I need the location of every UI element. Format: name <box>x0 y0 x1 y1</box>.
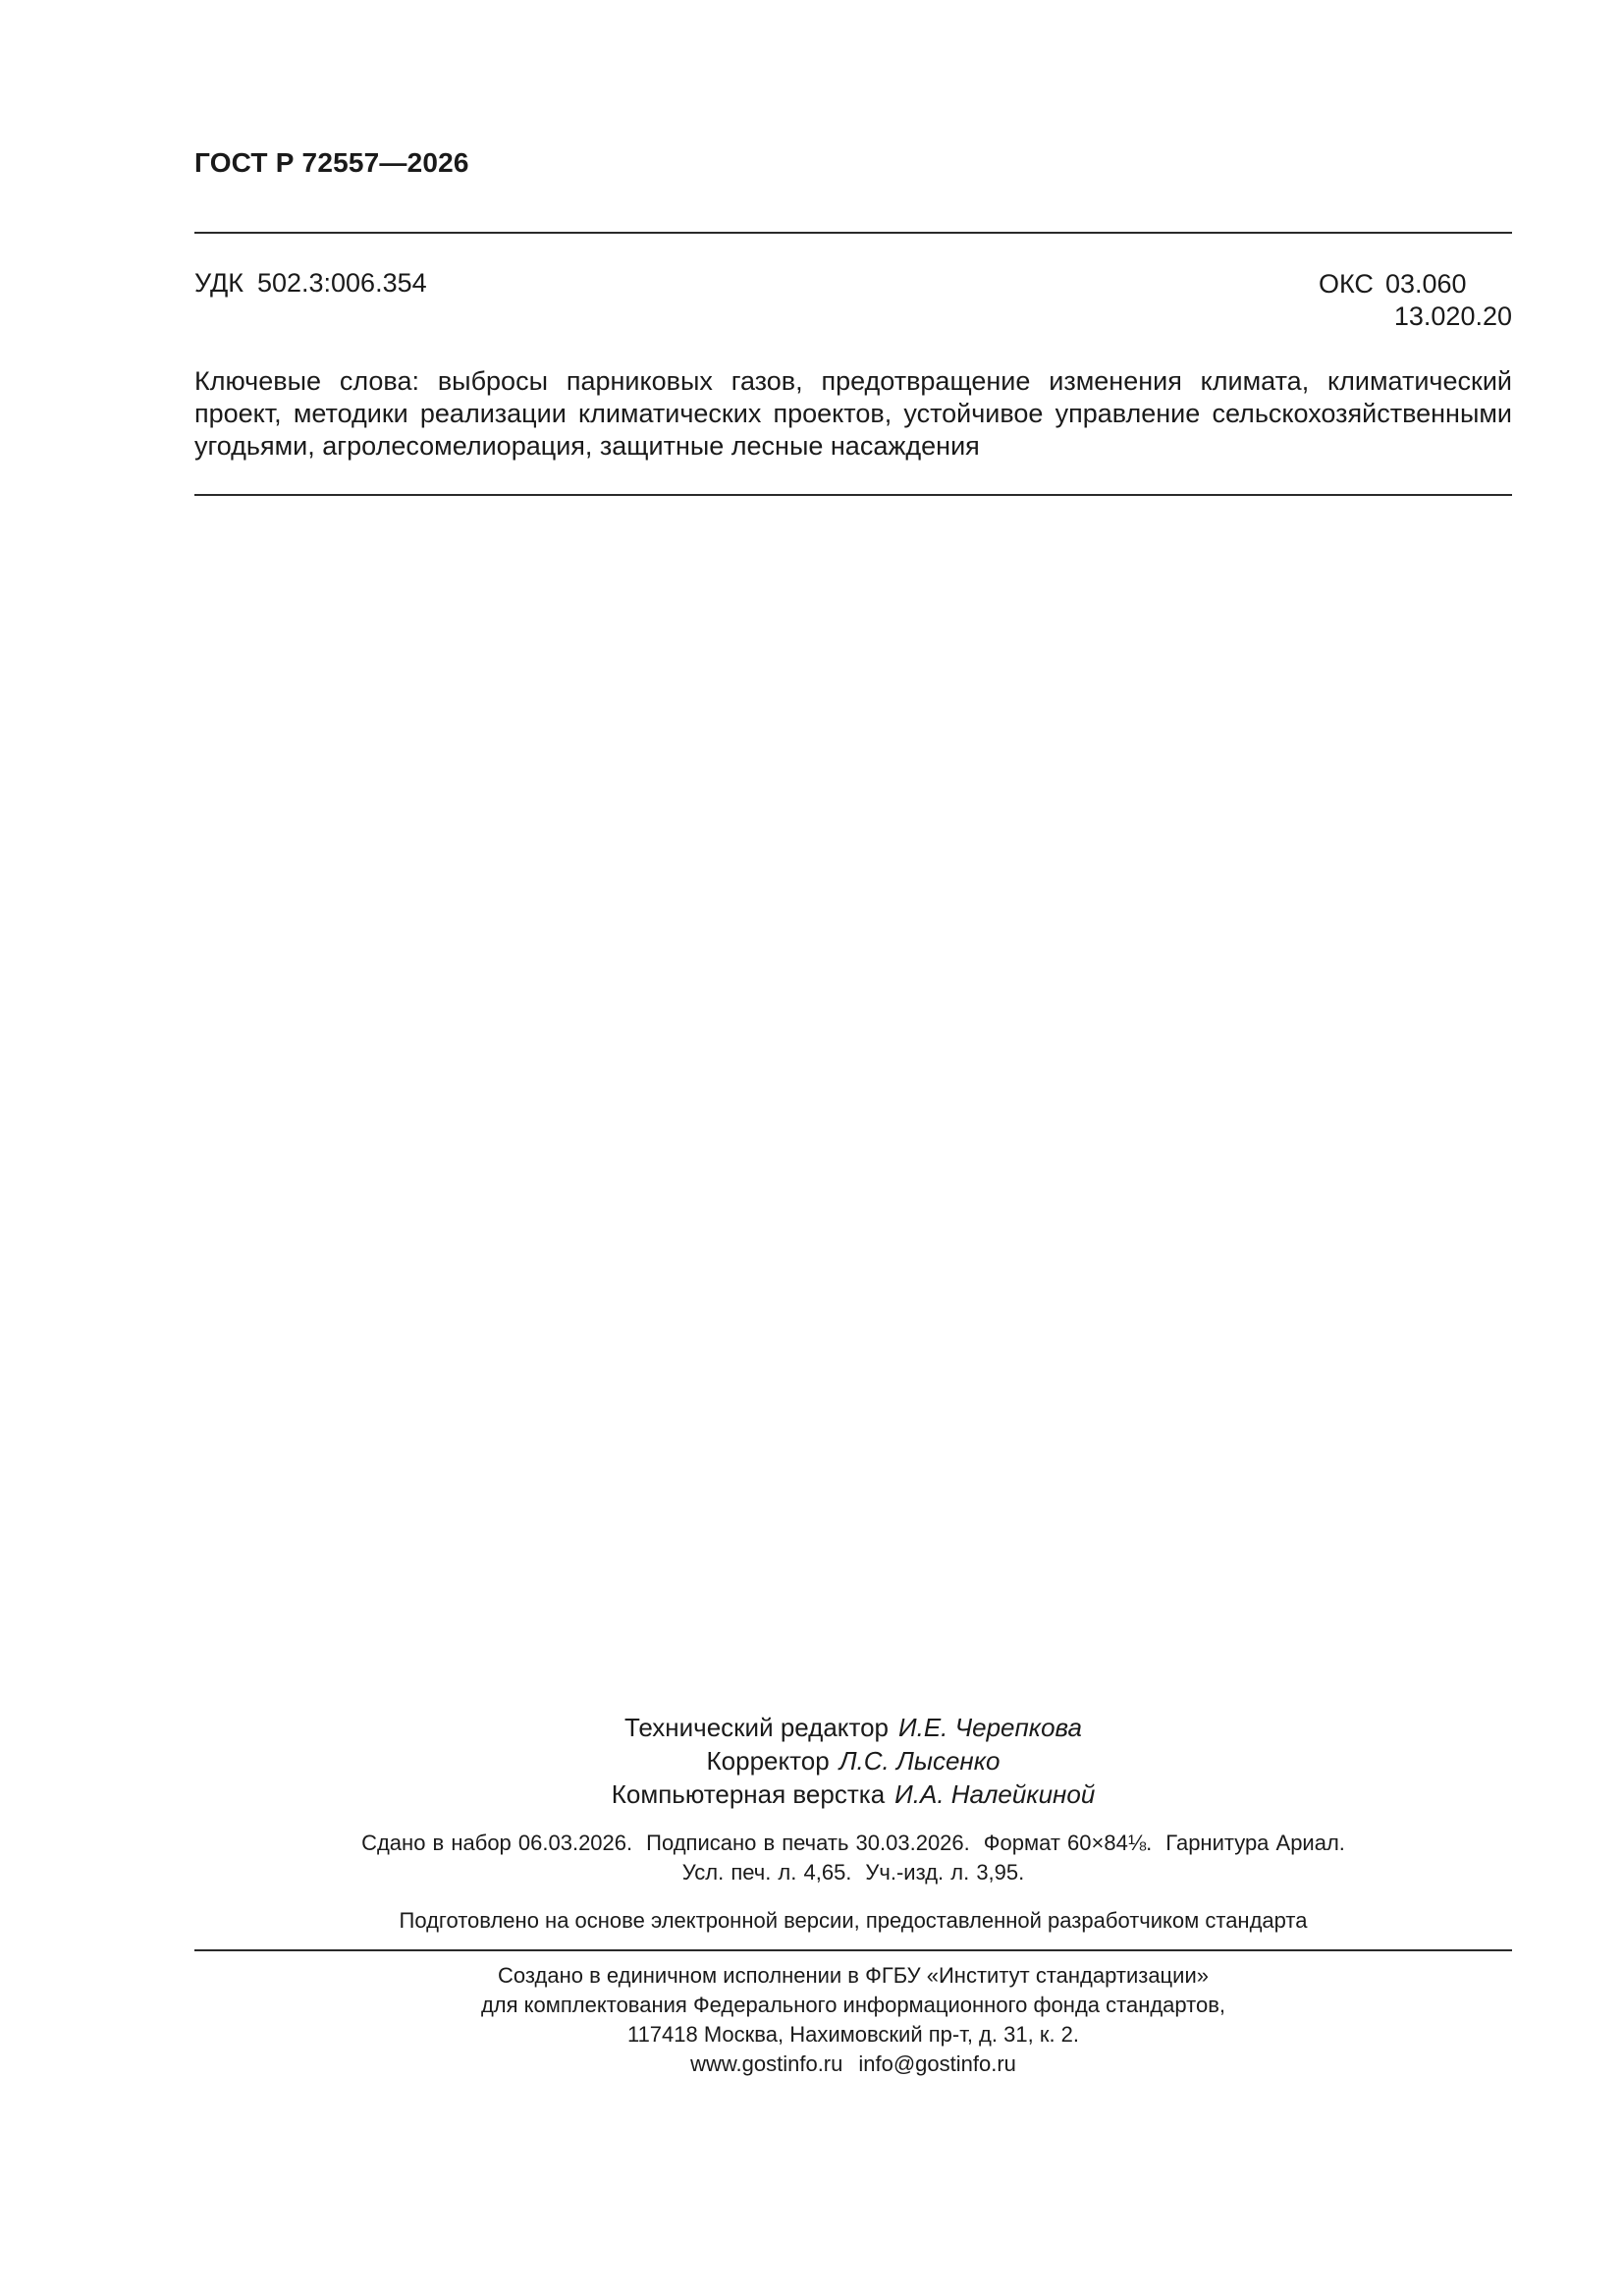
footer-divider <box>194 1949 1512 1951</box>
layout-row <box>194 1777 1512 1811</box>
tech-editor-label: Технический редактор <box>623 1713 889 1742</box>
footer-line-2: для комплектования Федерального информационного фонда стандартов, <box>480 1993 1226 2017</box>
print-info-row-2 <box>194 1858 1512 1887</box>
oks-value-1: 03.060 <box>1384 269 1467 299</box>
prepared-note: Подготовлено на основе электронной версии, предоставленной разработчиком стандарта <box>399 1908 1308 1933</box>
keywords-paragraph: Ключевые слова: выбросы парниковых газов, предотвращение изменения климата, климатический проект, методики реализации климатических проектов, устойчивое управление сельскохозяйственными угодьями, агролесомелиорация, защитные лесные насаждения <box>194 366 1512 461</box>
email-link[interactable]: info@gostinfo.ru <box>858 2051 1016 2076</box>
website-link[interactable]: www.gostinfo.ru <box>690 2051 843 2076</box>
udk-code <box>194 268 427 299</box>
publisher-footer <box>194 1961 1512 2079</box>
layout-name: И.А. Налейкиной <box>894 1779 1096 1809</box>
standard-title: ГОСТ Р 72557—2026 <box>194 147 469 178</box>
print-info <box>194 1829 1512 1887</box>
layout-label: Компьютерная верстка <box>611 1779 886 1809</box>
tech-editor-name: И.Е. Черепкова <box>898 1713 1083 1742</box>
paper-format: Формат 60×84⅛. <box>983 1831 1153 1855</box>
signed-date: Подписано в печать 30.03.2026. <box>646 1831 970 1855</box>
corrector-row <box>194 1744 1512 1777</box>
typeface: Гарнитура Ариал. <box>1165 1831 1345 1855</box>
keywords-divider <box>194 494 1512 496</box>
footer-address: 117418 Москва, Нахимовский пр-т, д. 31, к. 2. <box>626 2022 1080 2047</box>
oks-value-2: 13.020.20 <box>1393 301 1512 331</box>
udk-value: 502.3:006.354 <box>256 268 427 298</box>
corrector-name: Л.С. Лысенко <box>839 1746 1001 1776</box>
sent-date: Сдано в набор 06.03.2026. <box>361 1831 633 1855</box>
oks-label: ОКС <box>1319 269 1374 299</box>
oks-line-1 <box>1319 268 1512 301</box>
footer-line-1: Создано в единичном исполнении в ФГБУ «Институт стандартизации» <box>498 1963 1209 1988</box>
footer-contacts <box>194 2050 1512 2079</box>
top-divider <box>194 232 1512 234</box>
corrector-label: Корректор <box>706 1746 830 1776</box>
oks-codes <box>1319 268 1512 333</box>
udk-label: УДК <box>194 268 243 298</box>
print-sheets: Усл. печ. л. 4,65. <box>681 1860 852 1885</box>
print-info-row-1 <box>194 1829 1512 1858</box>
staff-credits <box>194 1711 1512 1811</box>
edition-sheets: Уч.-изд. л. 3,95. <box>865 1860 1025 1885</box>
tech-editor-row <box>194 1711 1512 1744</box>
